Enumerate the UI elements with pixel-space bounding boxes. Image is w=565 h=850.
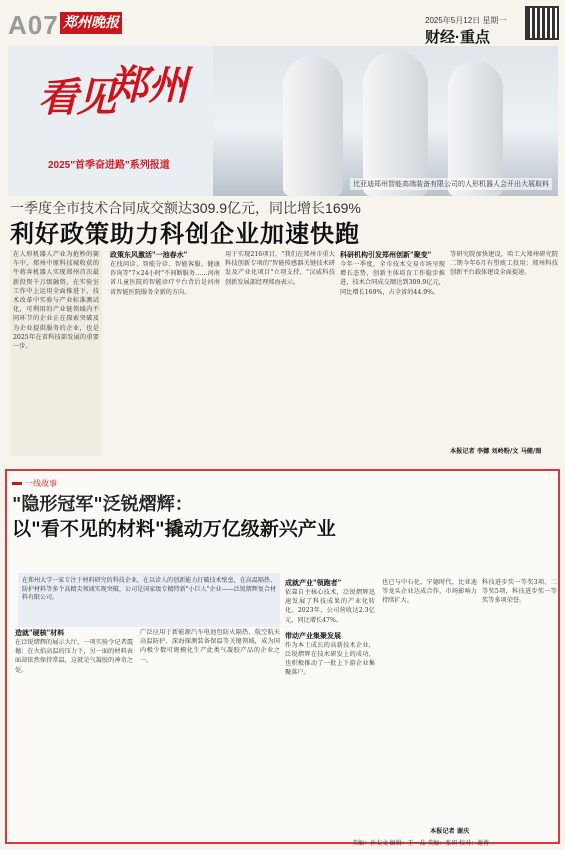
section-heading: 政策东风激活"一池春水" [110,250,188,259]
paragraph: 也已与中石化、宁德时代、比亚迪等龙头企业达成合作，市场影响力持续扩大。 [382,579,477,605]
paragraph: 等研究院加快建设，哈工大郑州研究院二期今年6月有望竣工投用；郑州科技创新平台载体建设全面提速。 [450,251,558,277]
kicker [12,478,57,489]
qr-code-icon [525,6,559,40]
article-column [450,250,558,460]
section-heading: 科研机构引发郑州创新"聚变" [340,250,432,259]
lead-paragraph: 在郑州大学一家专注于材料研究的科技企业，在以诊人的创新能力打破技术壁垒，在高温隔热、防护材料等多个高精尖领域实现突破，公司是国家级专精特新"小巨人"企业——泛锐熠辉复合材料有限公司。 [18,573,280,627]
headline: 利好政策助力科创企业加速快跑 [10,219,360,248]
byline: 本报记者 谢庆 [430,828,470,835]
article-column [285,578,375,840]
intro-column [10,250,102,456]
article-column [15,628,133,838]
article-column [340,250,445,460]
paragraph: 用于实现216项目，"我们在郑州市重大科技创新专项的"智能传感器关键技术研发及产业化项目"立项支持，"汉威科技创新发展部经理郑海表示。 [225,251,335,286]
photo-caption: 比亚迪郑州智能高端装备有限公司的人形机器人会开出大展取料 [350,178,552,190]
section-heading: 造就"硬核"材料 [15,628,65,637]
feature-title-line1: "隐形冠军"泛锐熠辉： [12,494,193,515]
paragraph: 在泛锐熠辉的展示大厅，一项实验令记者震撼：在火焰高温的压力下，另一面的材料表面却依然保持常温，这就是气凝胶的神奇之处。 [15,639,133,674]
intro-text: 在人形机器人产业为抢秒的赛车中，郑州中原科技城收获的牛蒋奔机器人实现郑州首次最新投资千万级融资，在实验室工作中上运用全面推进下，技术改革中实验与产业标准测试化，可利用的产业链领域内不同环节的企业正在探索突破及为企业提供服务的企业，也是2025年在省科技部发展的重要一步。 [13,251,99,351]
section-heading: 成就产业"领跑者" [285,578,342,587]
paragraph: 广泛应用于新能源汽车电池包防火隔热、航空航天高温防护、深海探测装备保温等关键领域，成为国内极少数可规模化生产此类气凝胶产品的企业之一。 [140,629,280,664]
paragraph: 依靠自主核心技术，泛锐熠辉迅速发展了科技成果的产业化转化。2023年，公司营收达2.3亿元，同比增长47%。 [285,589,375,624]
issue-date: 2025年5月12日 星期一 [425,16,507,25]
banner [8,46,558,196]
robot-photo [213,46,558,196]
section-title: 财经·重点 [425,29,490,46]
article-column [140,628,280,838]
page-code: A07 [8,10,59,40]
subheadline: 一季度全市技术合同成交额达309.9亿元，同比增长169% [10,200,361,216]
feature-title-line2: 以"看不见的材料"撬动万亿级新兴产业 [12,518,336,540]
column-title-zhengzhou: 郑州 [108,62,188,109]
robot-figure [283,56,343,196]
footer-credits: 美编：孙友文 编辑：王一晶 美编：张研 校对：谢菁 [352,841,490,847]
article-column [482,578,557,840]
kicker-mark [12,482,22,485]
paragraph: 科技进步奖一等奖3项、二等奖5项，科技进步奖一等奖等多项荣誉。 [482,579,557,605]
paper-logo: 郑州晚报 [60,12,122,34]
robot-figure [363,51,428,196]
article-column [110,250,220,460]
section-heading: 带动产业集聚发展 [285,630,341,640]
robot-figure [448,61,503,196]
paragraph: 在找问诊、智能分诊、智能客服、健康咨询等"7×24小时"不间断服务……河南省儿童医院的智能诊疗平台背后是河南省智能医院服务全新的方向。 [110,261,220,296]
byline: 本报记者 李娜 刘岭粉/文 马健/图 [450,448,542,455]
paragraph: 今年一季度，全市技术交易市场呈现增长态势，创新主体培育工作稳步推进，技术合同成交额达到309.9亿元，同比增长169%，占全省的44.9%。 [340,261,445,296]
article-column [225,250,335,460]
paragraph: 作为本土成长的高新技术企业，泛锐熠辉在技术研发上的成功，也积极推动了一批上下游企业集聚落户。 [285,641,375,677]
series-label: 2025"首季奋进路"系列报道 [48,160,170,171]
article-column [382,578,477,840]
kicker-text: 一线故事 [25,479,57,488]
column-title-see: 看见 [38,74,114,121]
